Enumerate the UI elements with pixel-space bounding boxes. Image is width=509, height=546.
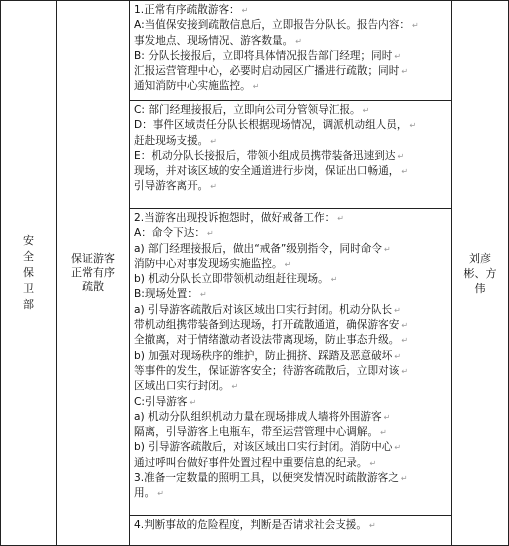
- paragraph-mark-icon: ↵: [241, 6, 249, 15]
- text-line: a) 机动分队组织机动力量在现场排成人墙将外围游客 ↵: [134, 410, 391, 423]
- text-line: C:引导游客 ↵: [134, 395, 197, 408]
- paragraph-mark-icon: ↵: [337, 214, 344, 223]
- paragraph-mark-icon: ↵: [189, 397, 197, 407]
- content-block-2: [130, 101, 452, 209]
- procedure-text: [134, 211, 447, 502]
- text-line: 通过呼叫台做好事件处置过程中重要信息的纪录。 ↵: [134, 456, 377, 469]
- text-line: a) 部门经理接报后，做出“戒备”级别指令，同时命令 ↵: [134, 242, 391, 255]
- paragraph-mark-icon: ↵: [369, 521, 376, 530]
- text-line: 事发地点、现场情况、游客数量。 ↵: [134, 34, 302, 47]
- text-line: 等事件的发生，保证游客安全；待游客疏散后，立即对该 ↵: [134, 364, 409, 377]
- text-line: 消防中心对事发现场实施监控。 ↵: [134, 257, 292, 270]
- text-line: C: 部门经理接报后，立即向公司分管领导汇报。 ↵: [134, 104, 370, 116]
- procedure-text: [134, 518, 447, 533]
- text-line: D：事件区域责任分队长根据现场情况，调派机动组人员， ↵: [134, 119, 417, 132]
- text-line: 汇报运营管理中心，必要时启动园区广播进行疏散；同时 ↵: [134, 65, 409, 78]
- text-line: E：机动分队长接报后，带领小组成员携带装备迅速到达 ↵: [134, 149, 405, 162]
- paragraph-mark-icon: ↵: [394, 351, 402, 361]
- paragraph-mark-icon: ↵: [210, 136, 218, 146]
- paragraph-mark-icon: ↵: [157, 489, 164, 499]
- text-line: 用。 ↵: [134, 487, 164, 500]
- paragraph-mark-icon: ↵: [369, 458, 377, 468]
- text-line: b) 加强对现场秩序的维护，防止拥挤、踩踏及恶意破坏 ↵: [134, 349, 402, 362]
- text-line: 1.正常有序疏散游客： ↵: [134, 4, 249, 16]
- paragraph-mark-icon: ↵: [394, 443, 402, 453]
- text-line: B:现场处置： ↵: [134, 288, 207, 301]
- item-name: 保证游客正常有序疏散: [71, 252, 115, 293]
- text-line: 隔离，引导游客上电瓶车，带至运营管理中心调解。 ↵: [134, 426, 387, 439]
- text-line: 通知消防中心实施监控。 ↵: [134, 80, 260, 93]
- paragraph-mark-icon: ↵: [383, 412, 391, 422]
- content-block-1: [130, 1, 452, 101]
- paragraph-mark-icon: ↵: [284, 259, 292, 269]
- paragraph-mark-icon: ↵: [394, 305, 401, 315]
- paragraph-mark-icon: ↵: [330, 275, 338, 285]
- text-line: 赶赴现场支援。 ↵: [134, 134, 218, 147]
- procedure-text: [134, 3, 447, 95]
- paragraph-mark-icon: ↵: [380, 428, 387, 438]
- text-line: 现场，并对该区域的安全通道进行步岗，保证出口畅通， ↵: [134, 165, 409, 178]
- department-cell: [1, 1, 57, 546]
- paragraph-mark-icon: ↵: [401, 336, 409, 346]
- paragraph-mark-icon: ↵: [400, 474, 408, 484]
- paragraph-mark-icon: ↵: [401, 321, 409, 331]
- text-line: 3.准备一定数量的照明工具，以便突发情况时疏散游客之 ↵: [134, 472, 408, 485]
- procedure-text: [134, 103, 447, 195]
- text-line: 全撤离，对于情绪激动者设法带离现场，防止事态升级。 ↵: [134, 334, 409, 347]
- content-block-3: [130, 209, 452, 516]
- paragraph-mark-icon: ↵: [401, 167, 409, 177]
- paragraph-mark-icon: ↵: [394, 51, 402, 61]
- paragraph-mark-icon: ↵: [401, 366, 409, 376]
- paragraph-mark-icon: ↵: [206, 229, 214, 239]
- text-line: B: 分队长接报后，立即将具体情况报告部门经理；同时 ↵: [134, 49, 402, 62]
- content-block-4: [130, 516, 452, 546]
- paragraph-mark-icon: ↵: [362, 106, 370, 115]
- text-line: a) 引导游客疏散后对该区域出口实行封闭。机动分队长 ↵: [134, 303, 401, 316]
- text-line: 带机动组携带装备到达现场，打开疏散通道，确保游客安 ↵: [134, 319, 409, 332]
- paragraph-mark-icon: ↵: [412, 21, 419, 31]
- text-line: 4.判断事故的危险程度，判断是否请求社会支援。 ↵: [134, 519, 376, 531]
- owner-cell: [452, 1, 509, 546]
- text-line: A:当值保安接到疏散信息后，立即报告分队长。报告内容： ↵: [134, 19, 419, 32]
- text-line: A：命令下达： ↵: [134, 227, 214, 240]
- paragraph-mark-icon: ↵: [383, 244, 391, 254]
- text-line: 引导游客离开。 ↵: [134, 180, 218, 193]
- paragraph-mark-icon: ↵: [397, 151, 405, 161]
- paragraph-mark-icon: ↵: [199, 290, 207, 300]
- paragraph-mark-icon: ↵: [295, 36, 302, 46]
- paragraph-mark-icon: ↵: [252, 82, 260, 92]
- item-cell: [57, 1, 130, 546]
- paragraph-mark-icon: ↵: [231, 382, 239, 392]
- paragraph-mark-icon: ↵: [409, 121, 417, 131]
- text-line: 区域出口实行封闭。 ↵: [134, 380, 239, 393]
- owner-names: 刘彦彬、方伟: [463, 251, 497, 295]
- paragraph-mark-icon: ↵: [401, 67, 409, 77]
- department-name: 安全保卫部: [23, 234, 34, 311]
- paragraph-mark-icon: ↵: [210, 182, 218, 192]
- text-line: b) 引导游客疏散后，对该区域出口实行封闭。消防中心 ↵: [134, 441, 402, 454]
- text-line: 2.当游客出现投诉抱怨时，做好戒备工作： ↵: [134, 212, 344, 224]
- text-line: b) 机动分队长立即带领机动组赶往现场。 ↵: [134, 273, 338, 286]
